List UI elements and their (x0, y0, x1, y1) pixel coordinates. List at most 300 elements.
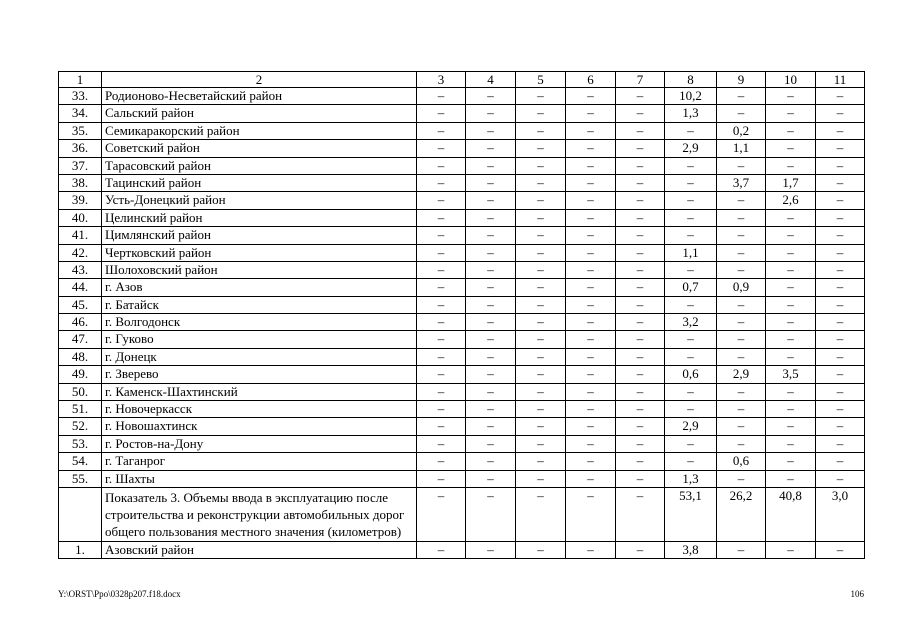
value-cell: – (766, 314, 816, 331)
table-row (59, 541, 865, 558)
value-cell: – (566, 261, 616, 278)
row-number-cell: 54. (59, 453, 102, 470)
value-cell: 1,3 (665, 470, 717, 487)
value-cell: – (616, 261, 665, 278)
value-cell: – (665, 348, 717, 365)
value-cell: – (616, 487, 665, 541)
value-cell: 3,7 (717, 174, 766, 191)
value-cell: 0,6 (717, 453, 766, 470)
value-cell: – (717, 418, 766, 435)
value-cell: – (417, 383, 466, 400)
value-cell: – (616, 140, 665, 157)
value-cell: – (616, 383, 665, 400)
value-cell: – (816, 366, 865, 383)
value-cell: 3 (417, 72, 466, 88)
row-name-cell: г. Таганрог (102, 453, 417, 470)
value-cell: – (466, 261, 516, 278)
value-cell: 3,8 (665, 541, 717, 558)
value-cell: – (766, 261, 816, 278)
row-name-cell: Семикаракорский район (102, 122, 417, 139)
value-cell: – (417, 487, 466, 541)
value-cell: – (516, 244, 566, 261)
row-number-cell: 55. (59, 470, 102, 487)
value-cell: – (766, 140, 816, 157)
value-cell: 7 (616, 72, 665, 88)
value-cell: – (717, 383, 766, 400)
value-cell: – (816, 105, 865, 122)
row-number-cell: 42. (59, 244, 102, 261)
value-cell: – (466, 105, 516, 122)
value-cell: – (566, 174, 616, 191)
row-name-cell: г. Волгодонск (102, 314, 417, 331)
value-cell: – (466, 541, 516, 558)
table-row (59, 88, 865, 105)
table-row (59, 122, 865, 139)
value-cell: 1,1 (717, 140, 766, 157)
value-cell: – (466, 122, 516, 139)
value-cell: – (566, 314, 616, 331)
value-cell: – (466, 244, 516, 261)
value-cell: – (816, 296, 865, 313)
row-number-cell: 52. (59, 418, 102, 435)
row-name-cell: Тарасовский район (102, 157, 417, 174)
table-body (59, 72, 865, 559)
value-cell: – (417, 366, 466, 383)
value-cell: – (417, 140, 466, 157)
value-cell: – (816, 470, 865, 487)
value-cell: 3,2 (665, 314, 717, 331)
value-cell: 1,3 (665, 105, 717, 122)
value-cell: – (566, 157, 616, 174)
value-cell: 40,8 (766, 487, 816, 541)
value-cell: – (816, 140, 865, 157)
value-cell: 1,1 (665, 244, 717, 261)
value-cell: – (417, 105, 466, 122)
value-cell: – (566, 331, 616, 348)
value-cell: – (466, 401, 516, 418)
value-cell: – (417, 296, 466, 313)
value-cell: – (717, 88, 766, 105)
value-cell: – (466, 366, 516, 383)
value-cell: – (466, 174, 516, 191)
value-cell: – (566, 383, 616, 400)
value-cell: – (717, 244, 766, 261)
value-cell: 6 (566, 72, 616, 88)
value-cell: 9 (717, 72, 766, 88)
value-cell: – (516, 541, 566, 558)
row-name-cell: Тацинский район (102, 174, 417, 191)
value-cell: – (766, 401, 816, 418)
value-cell: – (417, 192, 466, 209)
value-cell: – (816, 192, 865, 209)
value-cell: – (816, 331, 865, 348)
row-number-cell: 39. (59, 192, 102, 209)
value-cell: – (816, 244, 865, 261)
row-number-cell: 43. (59, 261, 102, 278)
table-row (59, 366, 865, 383)
value-cell: – (566, 122, 616, 139)
table-row (59, 227, 865, 244)
value-cell: – (766, 244, 816, 261)
row-name-cell: г. Донецк (102, 348, 417, 365)
value-cell: – (516, 105, 566, 122)
value-cell: – (816, 348, 865, 365)
value-cell: – (516, 279, 566, 296)
row-number-cell: 44. (59, 279, 102, 296)
value-cell: – (466, 140, 516, 157)
value-cell: – (816, 418, 865, 435)
value-cell: – (616, 279, 665, 296)
row-name-cell: г. Гуково (102, 331, 417, 348)
table-row (59, 244, 865, 261)
value-cell: – (466, 192, 516, 209)
value-cell: 4 (466, 72, 516, 88)
value-cell: – (417, 174, 466, 191)
value-cell: – (566, 296, 616, 313)
value-cell: – (616, 105, 665, 122)
value-cell: – (516, 192, 566, 209)
value-cell: – (665, 401, 717, 418)
value-cell: – (766, 470, 816, 487)
row-name-cell: г. Каменск-Шахтинский (102, 383, 417, 400)
row-number-cell: 37. (59, 157, 102, 174)
value-cell: – (566, 487, 616, 541)
row-name-cell: Цимлянский район (102, 227, 417, 244)
value-cell: – (516, 314, 566, 331)
value-cell: – (566, 401, 616, 418)
value-cell: – (516, 435, 566, 452)
value-cell: – (516, 348, 566, 365)
row-name-cell: Сальский район (102, 105, 417, 122)
value-cell: – (766, 435, 816, 452)
value-cell: – (616, 227, 665, 244)
value-cell: – (717, 209, 766, 226)
value-cell: – (665, 453, 717, 470)
value-cell: – (466, 418, 516, 435)
value-cell: – (566, 244, 616, 261)
row-number-cell: 49. (59, 366, 102, 383)
value-cell: – (717, 331, 766, 348)
value-cell: 3,5 (766, 366, 816, 383)
row-number-cell: 46. (59, 314, 102, 331)
value-cell: 8 (665, 72, 717, 88)
row-number-cell: 35. (59, 122, 102, 139)
value-cell: – (816, 314, 865, 331)
value-cell: – (516, 88, 566, 105)
row-number-cell: 1. (59, 541, 102, 558)
value-cell: – (466, 470, 516, 487)
row-number-cell: 51. (59, 401, 102, 418)
value-cell: 2,6 (766, 192, 816, 209)
value-cell: – (466, 157, 516, 174)
value-cell: – (616, 157, 665, 174)
value-cell: – (665, 192, 717, 209)
value-cell: – (717, 157, 766, 174)
value-cell: – (616, 453, 665, 470)
row-number-cell: 40. (59, 209, 102, 226)
value-cell: – (665, 383, 717, 400)
row-name-cell: г. Ростов-на-Дону (102, 435, 417, 452)
table-row (59, 331, 865, 348)
value-cell: – (417, 401, 466, 418)
value-cell: – (616, 366, 665, 383)
value-cell: – (466, 279, 516, 296)
value-cell: – (816, 435, 865, 452)
value-cell: – (665, 435, 717, 452)
value-cell: – (417, 157, 466, 174)
row-number-cell: 33. (59, 88, 102, 105)
row-number-cell: 36. (59, 140, 102, 157)
value-cell: – (466, 435, 516, 452)
footer-file-path: Y:\ORST\Ppo\0328p207.f18.docx (58, 589, 181, 599)
value-cell: – (766, 331, 816, 348)
value-cell: – (516, 227, 566, 244)
value-cell: – (516, 366, 566, 383)
value-cell: – (516, 383, 566, 400)
row-name-cell: г. Новошахтинск (102, 418, 417, 435)
value-cell: – (566, 209, 616, 226)
table-row (59, 174, 865, 191)
value-cell: 53,1 (665, 487, 717, 541)
value-cell: – (616, 541, 665, 558)
value-cell: – (417, 122, 466, 139)
footer-page-number: 106 (850, 589, 864, 599)
value-cell: – (516, 209, 566, 226)
value-cell: – (417, 331, 466, 348)
row-name-cell: г. Батайск (102, 296, 417, 313)
table-summary-row (59, 487, 865, 541)
value-cell: – (466, 227, 516, 244)
value-cell: – (417, 470, 466, 487)
value-cell: – (766, 227, 816, 244)
value-cell: – (516, 453, 566, 470)
value-cell: – (516, 401, 566, 418)
row-name-cell: Целинский район (102, 209, 417, 226)
row-name-cell: г. Азов (102, 279, 417, 296)
value-cell: – (616, 209, 665, 226)
value-cell: – (616, 470, 665, 487)
value-cell: – (717, 261, 766, 278)
value-cell: – (766, 453, 816, 470)
value-cell: – (616, 314, 665, 331)
table-row (59, 296, 865, 313)
value-cell: – (717, 401, 766, 418)
value-cell: – (417, 453, 466, 470)
value-cell: – (616, 122, 665, 139)
value-cell: – (566, 105, 616, 122)
value-cell: – (717, 470, 766, 487)
value-cell: 3,0 (816, 487, 865, 541)
value-cell: – (717, 296, 766, 313)
value-cell: – (717, 435, 766, 452)
value-cell: – (417, 314, 466, 331)
value-cell: 2,9 (665, 418, 717, 435)
table-row (59, 192, 865, 209)
value-cell: – (816, 157, 865, 174)
value-cell: – (417, 541, 466, 558)
table-row (59, 140, 865, 157)
value-cell: – (516, 140, 566, 157)
value-cell: – (717, 541, 766, 558)
value-cell: – (417, 244, 466, 261)
row-number-cell: 45. (59, 296, 102, 313)
value-cell: – (766, 209, 816, 226)
value-cell: – (566, 88, 616, 105)
value-cell: – (816, 227, 865, 244)
value-cell: – (466, 88, 516, 105)
row-name-cell: г. Шахты (102, 470, 417, 487)
value-cell: – (616, 88, 665, 105)
value-cell: – (766, 157, 816, 174)
value-cell: – (717, 105, 766, 122)
table-row (59, 314, 865, 331)
row-number-cell (59, 487, 102, 541)
value-cell: – (665, 157, 717, 174)
value-cell: – (417, 88, 466, 105)
value-cell: – (616, 331, 665, 348)
value-cell: – (816, 122, 865, 139)
value-cell: – (566, 470, 616, 487)
value-cell: 10,2 (665, 88, 717, 105)
row-name-cell: Чертковский район (102, 244, 417, 261)
row-number-cell: 50. (59, 383, 102, 400)
value-cell: – (816, 541, 865, 558)
value-cell: – (566, 366, 616, 383)
value-cell: – (766, 122, 816, 139)
value-cell: 0,7 (665, 279, 717, 296)
table-header-row (59, 72, 865, 88)
value-cell: – (665, 331, 717, 348)
value-cell: – (616, 348, 665, 365)
value-cell: 2,9 (665, 140, 717, 157)
value-cell: – (466, 487, 516, 541)
value-cell: – (665, 296, 717, 313)
value-cell: – (616, 244, 665, 261)
value-cell: – (516, 418, 566, 435)
value-cell: – (417, 209, 466, 226)
value-cell: – (766, 348, 816, 365)
value-cell: – (717, 227, 766, 244)
value-cell: – (566, 435, 616, 452)
value-cell: 0,2 (717, 122, 766, 139)
value-cell: – (516, 261, 566, 278)
table-row (59, 383, 865, 400)
data-table (58, 71, 865, 559)
table-row (59, 105, 865, 122)
value-cell: – (516, 487, 566, 541)
value-cell: – (665, 209, 717, 226)
table-row (59, 279, 865, 296)
table-row (59, 157, 865, 174)
value-cell: – (717, 192, 766, 209)
row-number-cell: 53. (59, 435, 102, 452)
value-cell: – (616, 174, 665, 191)
row-name-cell: г. Зверево (102, 366, 417, 383)
value-cell: – (466, 331, 516, 348)
value-cell: – (766, 541, 816, 558)
value-cell: – (516, 157, 566, 174)
value-cell: 5 (516, 72, 566, 88)
value-cell: – (816, 279, 865, 296)
row-number-cell: 38. (59, 174, 102, 191)
value-cell: – (566, 227, 616, 244)
value-cell: – (717, 314, 766, 331)
value-cell: – (417, 261, 466, 278)
value-cell: – (616, 418, 665, 435)
value-cell: – (516, 331, 566, 348)
value-cell: – (516, 122, 566, 139)
row-name-cell: 2 (102, 72, 417, 88)
value-cell: – (566, 541, 616, 558)
value-cell: – (816, 88, 865, 105)
value-cell: – (766, 105, 816, 122)
row-number-cell: 41. (59, 227, 102, 244)
value-cell: – (616, 192, 665, 209)
value-cell: – (417, 435, 466, 452)
table-row (59, 401, 865, 418)
row-number-cell: 34. (59, 105, 102, 122)
row-name-cell: Азовский район (102, 541, 417, 558)
value-cell: – (566, 348, 616, 365)
value-cell: – (816, 209, 865, 226)
value-cell: – (665, 122, 717, 139)
value-cell: 11 (816, 72, 865, 88)
value-cell: 0,6 (665, 366, 717, 383)
row-number-cell: 1 (59, 72, 102, 88)
row-name-cell: Усть-Донецкий район (102, 192, 417, 209)
row-name-cell: Родионово-Несветайский район (102, 88, 417, 105)
value-cell: – (466, 209, 516, 226)
table-row (59, 261, 865, 278)
value-cell: 2,9 (717, 366, 766, 383)
value-cell: – (566, 140, 616, 157)
row-number-cell: 47. (59, 331, 102, 348)
value-cell: – (816, 401, 865, 418)
value-cell: – (466, 296, 516, 313)
value-cell: – (417, 418, 466, 435)
value-cell: – (816, 174, 865, 191)
value-cell: – (516, 296, 566, 313)
value-cell: – (616, 435, 665, 452)
row-number-cell: 48. (59, 348, 102, 365)
value-cell: 0,9 (717, 279, 766, 296)
row-name-cell: г. Новочеркасск (102, 401, 417, 418)
value-cell: – (466, 348, 516, 365)
table-row (59, 418, 865, 435)
value-cell: – (466, 453, 516, 470)
table-row (59, 453, 865, 470)
value-cell: – (665, 261, 717, 278)
row-name-cell: Шолоховский район (102, 261, 417, 278)
value-cell: – (417, 227, 466, 244)
value-cell: – (816, 261, 865, 278)
table-row (59, 435, 865, 452)
value-cell: – (766, 296, 816, 313)
value-cell: – (616, 296, 665, 313)
value-cell: – (566, 418, 616, 435)
value-cell: – (417, 279, 466, 296)
table-row (59, 348, 865, 365)
value-cell: 10 (766, 72, 816, 88)
value-cell: – (816, 453, 865, 470)
value-cell: – (566, 453, 616, 470)
value-cell: – (516, 174, 566, 191)
value-cell: – (417, 348, 466, 365)
table-row (59, 209, 865, 226)
value-cell: – (665, 174, 717, 191)
value-cell: – (566, 279, 616, 296)
value-cell: – (516, 470, 566, 487)
